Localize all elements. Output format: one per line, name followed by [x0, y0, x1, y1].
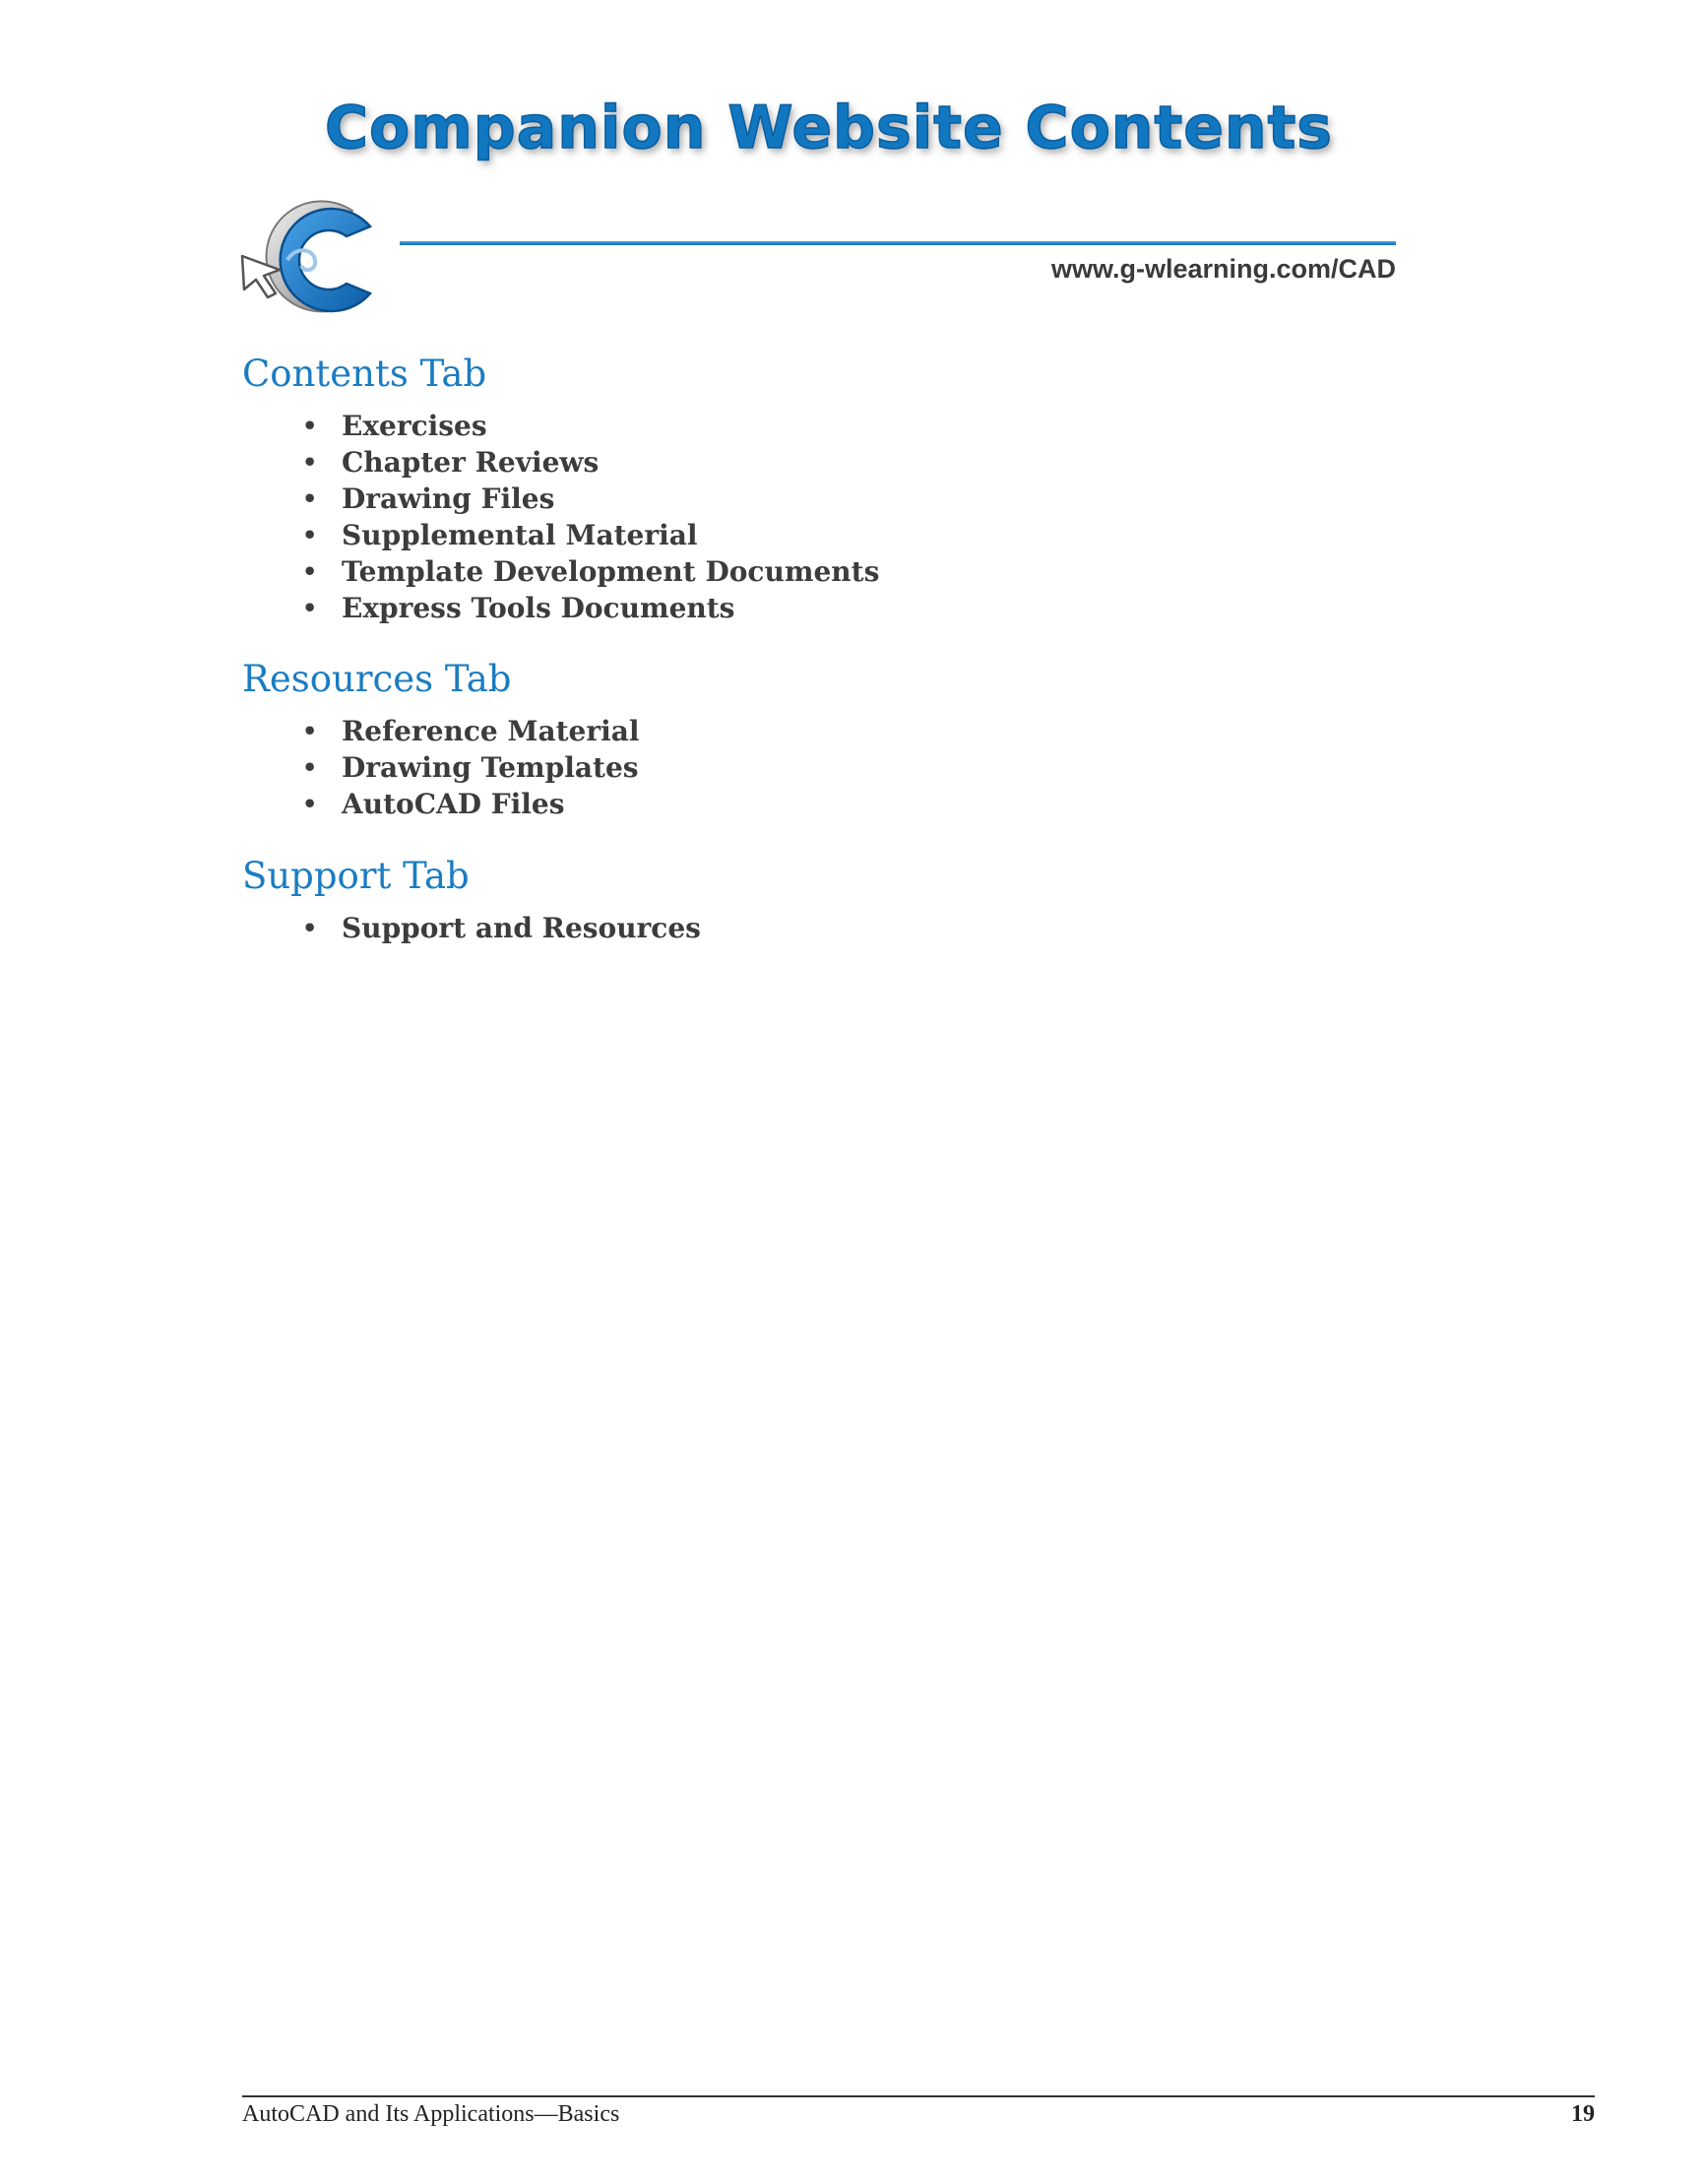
footer-rule: [242, 2095, 1595, 2097]
bullet-icon: •: [302, 484, 318, 513]
list-item: • Drawing Files: [302, 482, 555, 515]
support-tab-list: [302, 910, 701, 946]
list-item: • AutoCAD Files: [302, 788, 565, 820]
list-item: • Support and Resources: [302, 912, 701, 944]
list-item: • Chapter Reviews: [302, 446, 600, 479]
bullet-icon: •: [302, 557, 318, 586]
bullet-icon: •: [302, 594, 318, 622]
footer-page-number: 19: [1571, 2101, 1595, 2127]
list-item: • Drawing Templates: [302, 751, 639, 784]
bullet-icon: •: [302, 521, 318, 549]
companion-website-c-logo-icon: [236, 195, 384, 321]
list-item: • Template Development Documents: [302, 555, 880, 588]
list-item: • Reference Material: [302, 715, 640, 747]
section-heading-contents: Contents Tab: [242, 353, 487, 395]
list-item: • Express Tools Documents: [302, 592, 735, 624]
website-url: www.g-wlearning.com/CAD: [1050, 254, 1396, 284]
page-title: Companion Website Contents: [325, 94, 1333, 162]
contents-tab-list: [302, 408, 879, 626]
bullet-icon: •: [302, 914, 318, 942]
list-item: • Supplemental Material: [302, 519, 698, 551]
bullet-icon: •: [302, 790, 318, 818]
bullet-icon: •: [302, 412, 318, 440]
header-rule: [400, 241, 1396, 245]
list-item: • Exercises: [302, 410, 487, 442]
section-heading-resources: Resources Tab: [242, 658, 512, 700]
section-heading-support: Support Tab: [242, 855, 470, 897]
footer-book-title: AutoCAD and Its Applications—Basics: [242, 2101, 620, 2127]
bullet-icon: •: [302, 753, 318, 782]
bullet-icon: •: [302, 448, 318, 477]
resources-tab-list: [302, 713, 640, 822]
bullet-icon: •: [302, 717, 318, 745]
